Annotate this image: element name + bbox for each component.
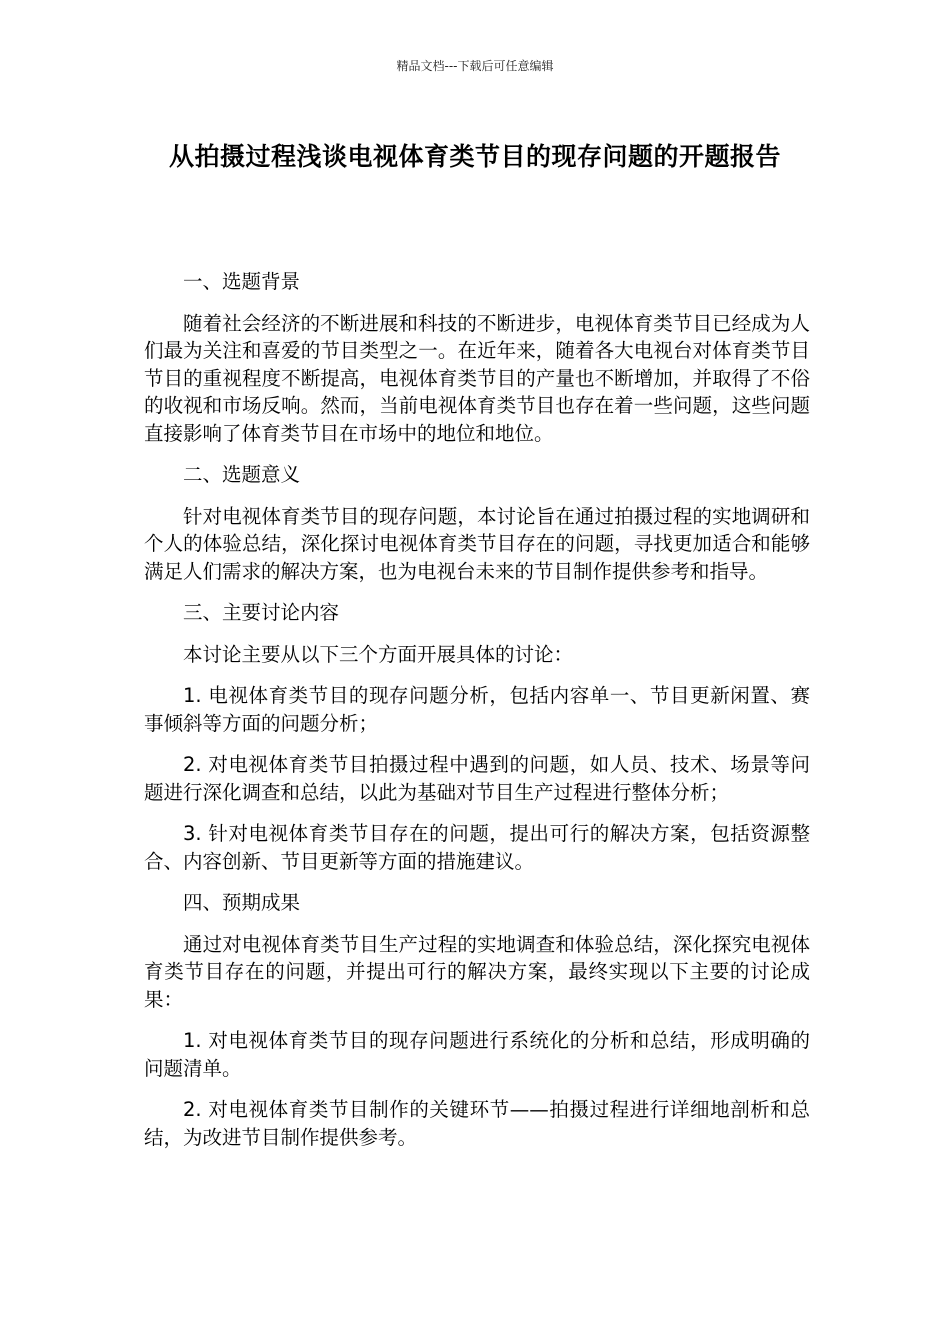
document-body [144,268,810,1165]
heading-background: 一、选题背景 [183,270,301,293]
paragraph-background: 随着社会经济的不断进展和科技的不断进步，电视体育类节目已经成为人们最为关注和喜爱的节目类型之一。在近年来，随着各大电视台对体育类节目节目的重视程度不断提高，电视体育类节目的产量也不断增加，并取得了不俗的收视和市场反响。然而，当前电视体育类节目也存在着一些问题，这些问题直接影响了体育类节目在市场中的地位和地位。 [144,311,810,445]
page-header: 精品文档---下载后可任意编辑 [396,59,554,73]
heading-expected-results: 四、预期成果 [183,891,301,914]
list-item-content-1: 1. 电视体育类节目的现存问题分析，包括内容单一、节目更新闲置、赛事倾斜等方面的问题分析； [144,684,810,735]
list-item-content-2: 2. 对电视体育类节目拍摄过程中遇到的问题，如人员、技术、场景等问题进行深化调查和总结，以此为基础对节目生产过程进行整体分析； [144,753,810,804]
paragraph-main-content-intro: 本讨论主要从以下三个方面开展具体的讨论： [183,642,574,666]
heading-main-content: 三、主要讨论内容 [183,601,340,624]
heading-significance: 二、选题意义 [183,463,301,486]
list-item-result-1: 1. 对电视体育类节目的现存问题进行系统化的分析和总结，形成明确的问题清单。 [144,1029,810,1080]
paragraph-significance: 针对电视体育类节目的现存问题，本讨论旨在通过拍摄过程的实地调研和个人的体验总结，深化探讨电视体育类节目存在的问题，寻找更加适合和能够满足人们需求的解决方案，也为电视台未来的节目制作提供参考和指导。 [144,504,810,583]
list-item-content-3: 3. 针对电视体育类节目存在的问题，提出可行的解决方案，包括资源整合、内容创新、节目更新等方面的措施建议。 [144,822,810,873]
document-title: 从拍摄过程浅谈电视体育类节目的现存问题的开题报告 [168,142,781,171]
list-item-result-2: 2. 对电视体育类节目制作的关键环节——拍摄过程进行详细地剖析和总结，为改进节目制作提供参考。 [144,1098,810,1149]
paragraph-expected-results: 通过对电视体育类节目生产过程的实地调查和体验总结，深化探究电视体育类节目存在的问题，并提出可行的解决方案，最终实现以下主要的讨论成果： [144,932,810,1011]
